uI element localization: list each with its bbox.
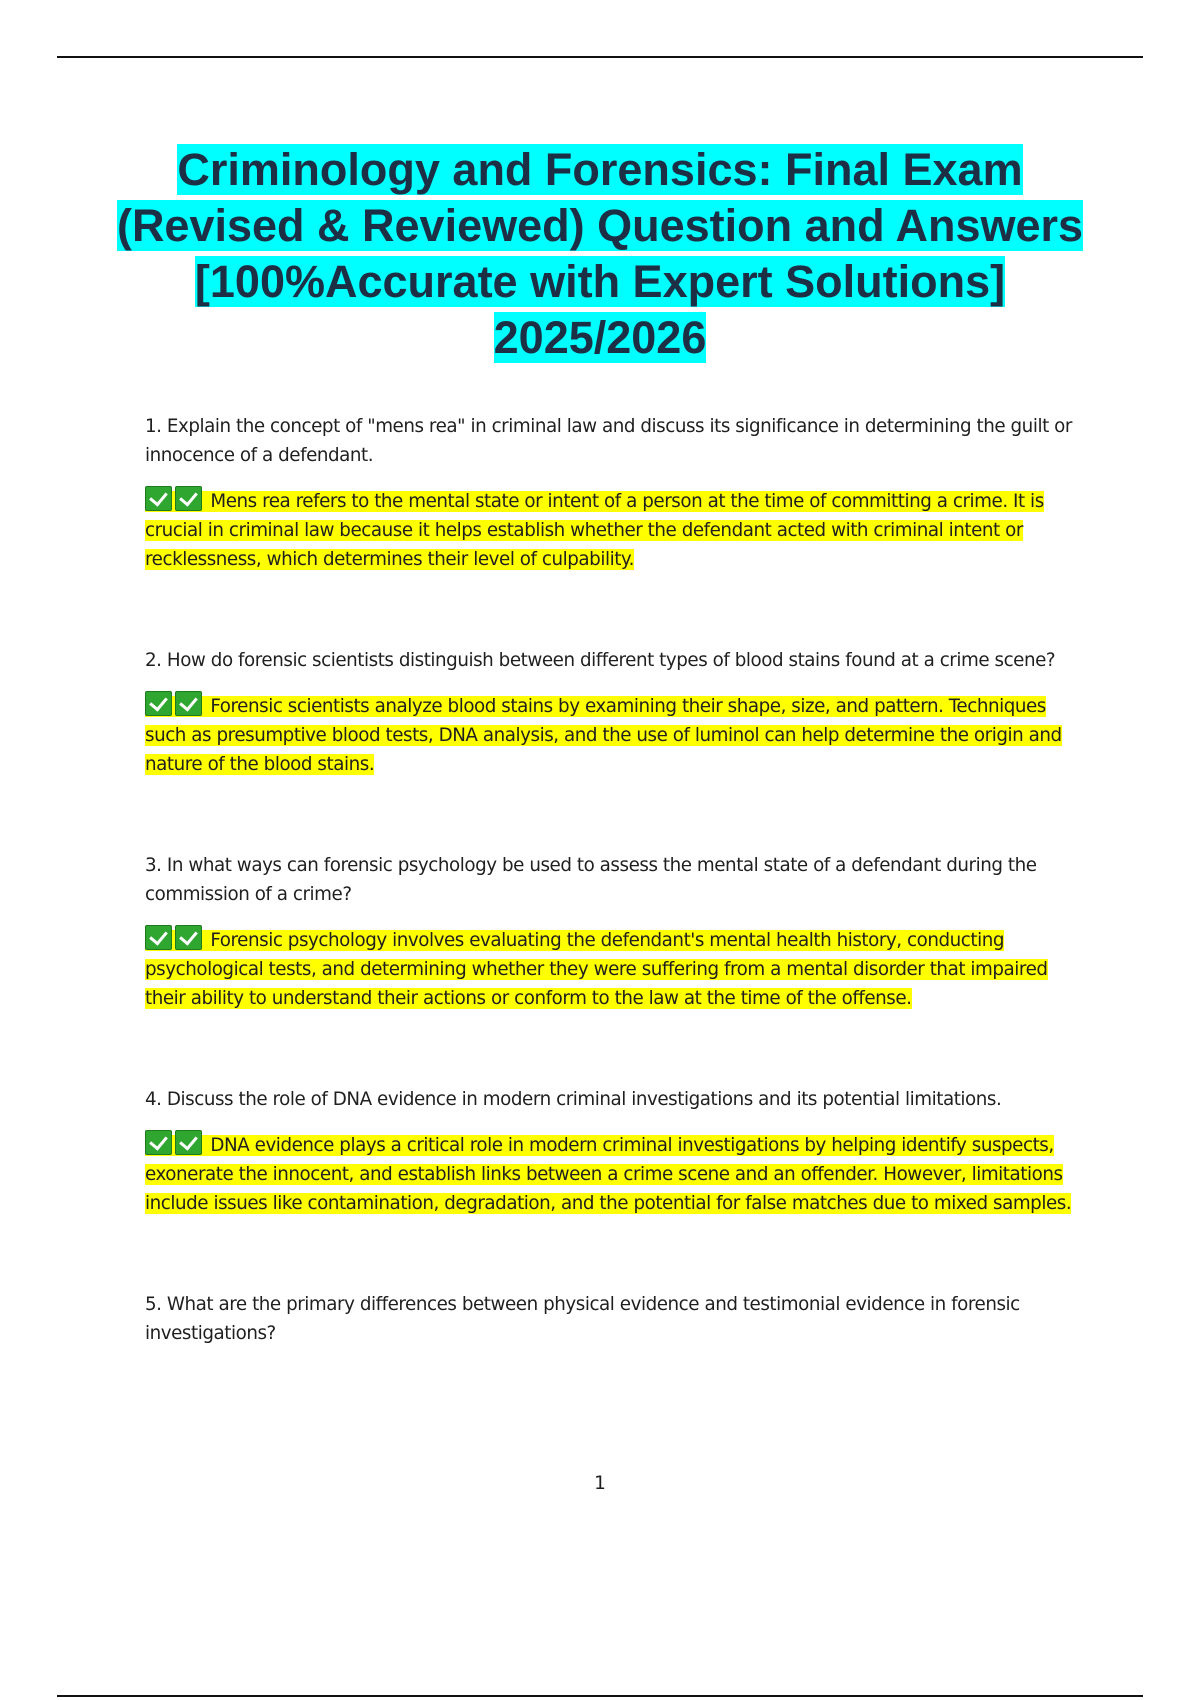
qa-list <box>145 412 1090 1364</box>
question-1: 1. Explain the concept of "mens rea" in criminal law and discuss its significance in determining the guilt or innocence of a defendant. <box>145 416 1072 466</box>
qa-item-1 <box>145 412 1090 574</box>
check-mark-button-icon <box>145 1130 172 1155</box>
check-mark-button-icon <box>145 486 172 511</box>
qa-item-4 <box>145 1085 1090 1218</box>
check-mark-button-icon <box>175 925 202 950</box>
question-2: 2. How do forensic scientists distinguish between different types of blood stains found at a crime scene? <box>145 650 1056 671</box>
answer-3-text: Forensic psychology involves evaluating the defendant's mental health history, conducting psychological tests, and determining whether they were suffering from a mental disorder that impaired their ability to understand their actions or conform to the law at the time of the offense. <box>145 930 1048 1009</box>
spacer <box>145 1013 1090 1085</box>
answer-1-text: Mens rea refers to the mental state or intent of a person at the time of committing a crime. It is crucial in criminal law because it helps establish whether the defendant acted with criminal intent or recklessness, which determines their level of culpability. <box>145 491 1044 570</box>
title-block <box>100 142 1100 366</box>
answer-4 <box>145 1130 1090 1218</box>
check-mark-button-icon <box>175 486 202 511</box>
spacer <box>145 574 1090 646</box>
check-mark-button-icon <box>145 691 172 716</box>
footer-rule <box>57 1695 1143 1697</box>
answer-2 <box>145 691 1090 779</box>
spacer <box>145 1218 1090 1290</box>
answer-3 <box>145 925 1090 1013</box>
page-number: 1 <box>594 1473 606 1494</box>
qa-item-5 <box>145 1290 1090 1348</box>
spacer <box>145 779 1090 851</box>
check-mark-button-icon <box>175 1130 202 1155</box>
header-rule <box>57 56 1143 58</box>
question-4: 4. Discuss the role of DNA evidence in modern criminal investigations and its potential limitations. <box>145 1089 1002 1110</box>
answer-2-text: Forensic scientists analyze blood stains by examining their shape, size, and pattern. Techniques such as presumptive blood tests, DNA analysis, and the use of luminol can help determine the origin and nature of the blood stains. <box>145 696 1062 775</box>
check-mark-button-icon <box>175 691 202 716</box>
qa-item-3 <box>145 851 1090 1013</box>
question-3: 3. In what ways can forensic psychology be used to assess the mental state of a defendant during the commission of a crime? <box>145 855 1037 905</box>
answer-1 <box>145 486 1090 574</box>
answer-4-text: DNA evidence plays a critical role in modern criminal investigations by helping identify suspects, exonerate the innocent, and establish links between a crime scene and an offender. However, limitations include issues like contamination, degradation, and the potential for false matches due to mixed samples. <box>145 1135 1072 1214</box>
document-title: Criminology and Forensics: Final Exam (Revised & Reviewed) Question and Answers [100%Accurate with Expert Solutions] 2025/2026 <box>116 144 1084 363</box>
question-5: 5. What are the primary differences between physical evidence and testimonial evidence in forensic investigations? <box>145 1294 1020 1344</box>
check-mark-button-icon <box>145 925 172 950</box>
qa-item-2 <box>145 646 1090 779</box>
